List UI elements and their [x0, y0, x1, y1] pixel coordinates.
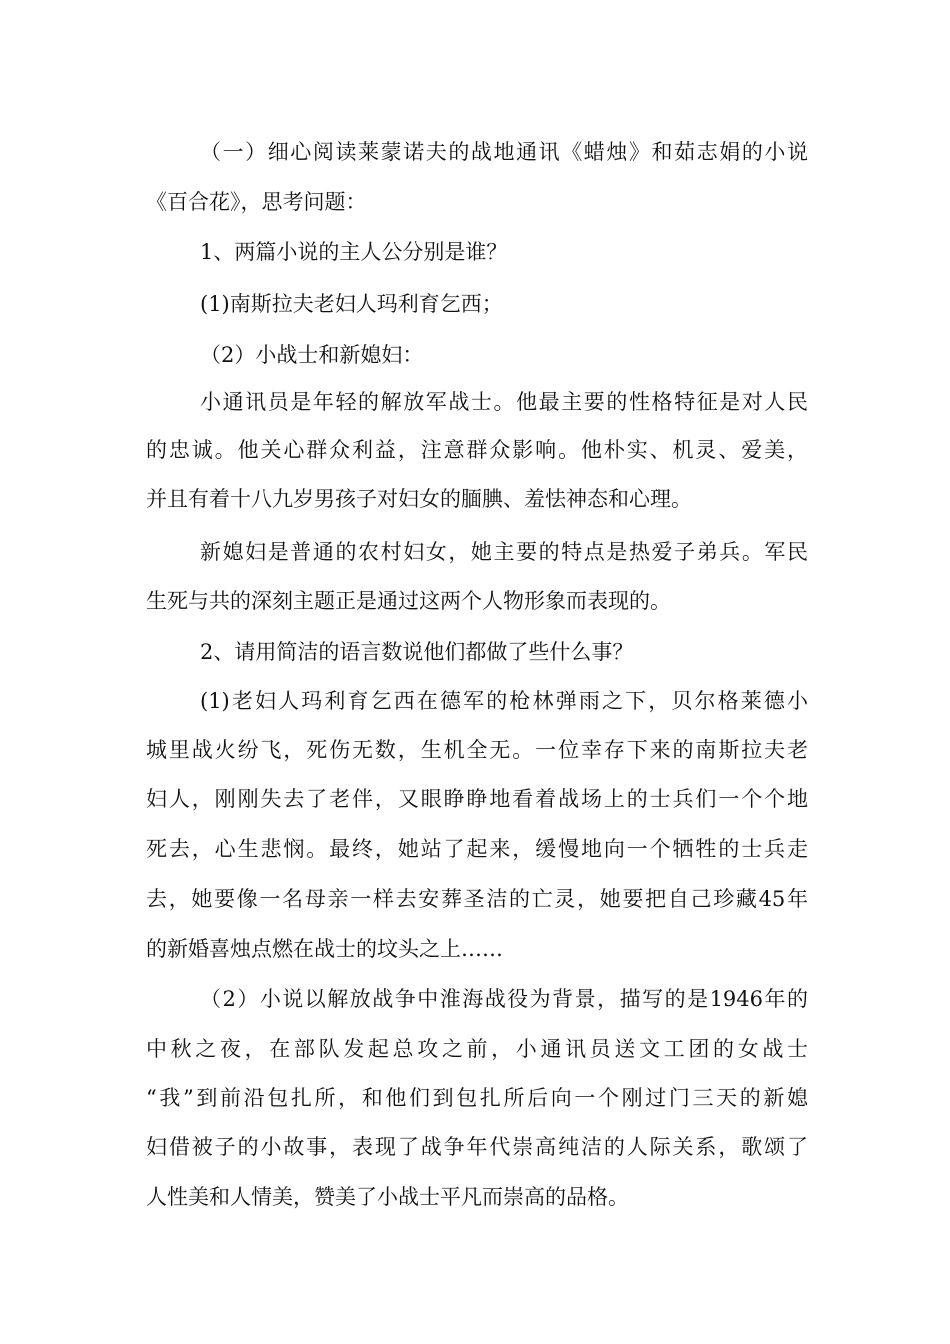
messenger-paragraph-line-2: 的忠诚。他关心群众利益，注意群众影响。他朴实、机灵、爱美， [146, 438, 808, 462]
lily-paragraph-line-5: 人性美和人情美，赞美了小战士平凡而崇高的品格。 [146, 1185, 629, 1209]
candle-paragraph-line-6: 的新婚喜烛点燃在战士的坟头之上…… [146, 937, 503, 961]
question-2: 2、请用简洁的语言数说他们都做了些什么事？ [200, 640, 634, 664]
paragraph-intro-line-1: （一）细心阅读莱蒙诺夫的战地通讯《蜡烛》和茹志娟的小说 [200, 140, 808, 164]
messenger-paragraph-line-3: 并且有着十八九岁男孩子对妇女的腼腆、羞怯神态和心理。 [146, 487, 692, 511]
answer-1-item-1: (1)南斯拉夫老妇人玛利育乞西； [200, 292, 503, 316]
lily-paragraph-line-3: “我”到前沿包扎所，和他们到包扎所后向一个刚过门三天的新媳 [146, 1086, 808, 1110]
lily-paragraph-line-4: 妇借被子的小故事，表现了战争年代崇高纯洁的人际关系，歌颂了 [146, 1135, 808, 1159]
paragraph-intro-line-2: 《百合花》，思考问题： [146, 190, 367, 214]
candle-paragraph-line-3: 妇人，刚刚失去了老伴，又眼睁睁地看着战场上的士兵们一个个地 [146, 787, 808, 811]
candle-paragraph-line-4: 死去，心生悲悯。最终，她站了起来，缓慢地向一个牺牲的士兵走 [146, 837, 808, 861]
answer-1-item-2: （2）小战士和新媳妇： [200, 343, 424, 367]
messenger-paragraph-line-1: 小通讯员是年轻的解放军战士。他最主要的性格特征是对人民 [200, 390, 808, 414]
lily-paragraph-line-2: 中秋之夜，在部队发起总攻之前，小通讯员送文工团的女战士 [146, 1037, 808, 1061]
bride-paragraph-line-1: 新媳妇是普通的农村妇女，她主要的特点是热爱子弟兵。军民 [200, 540, 808, 564]
candle-paragraph-line-2: 城里战火纷飞，死伤无数，生机全无。一位幸存下来的南斯拉夫老 [146, 738, 808, 762]
question-1: 1、两篇小说的主人公分别是谁？ [200, 240, 508, 264]
bride-paragraph-line-2: 生死与共的深刻主题正是通过这两个人物形象而表现的。 [146, 589, 671, 613]
candle-paragraph-line-1: (1)老妇人玛利育乞西在德军的枪林弹雨之下，贝尔格莱德小 [200, 689, 808, 713]
lily-paragraph-line-1: （2）小说以解放战争中淮海战役为背景，描写的是1946年的 [200, 987, 808, 1011]
candle-paragraph-line-5: 去，她要像一名母亲一样去安葬圣洁的亡灵，她要把自己珍藏45年 [146, 887, 808, 911]
